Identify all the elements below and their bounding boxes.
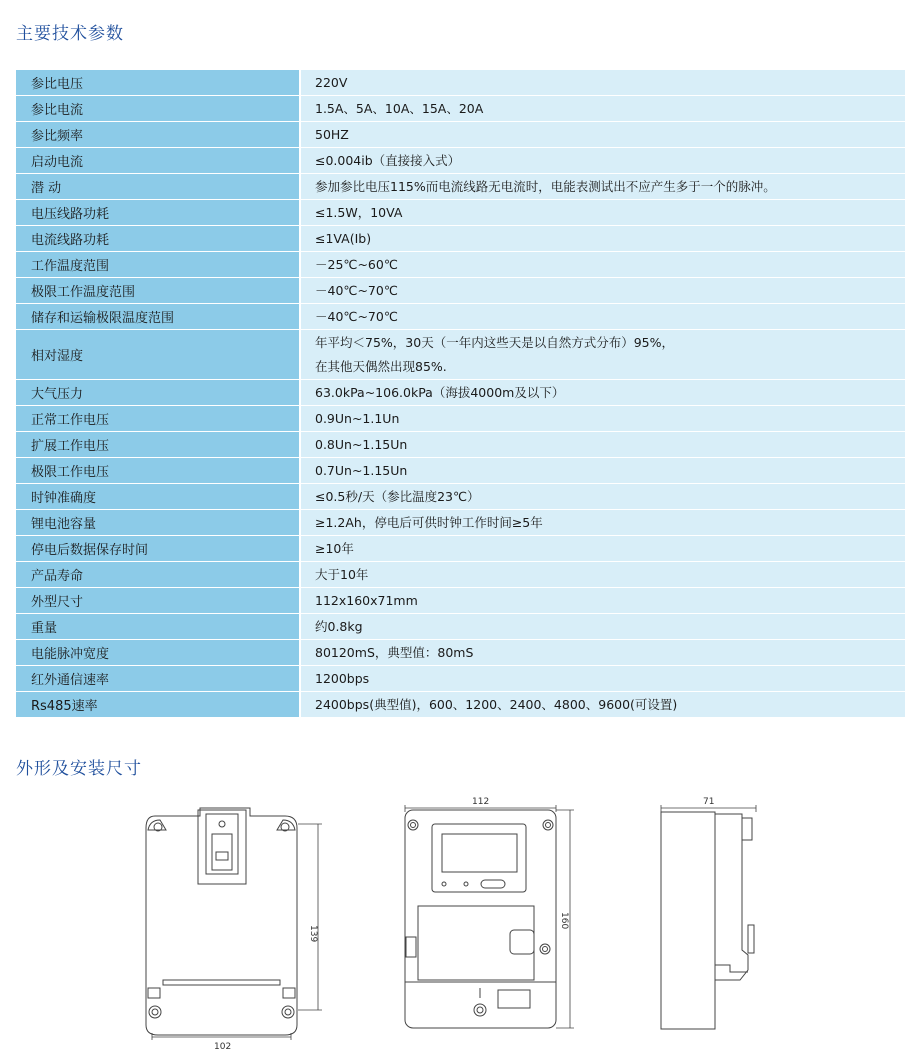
- spec-label: 参比电压: [16, 70, 301, 95]
- spec-value-line: ≥10年: [315, 540, 354, 556]
- spec-row: [16, 614, 905, 640]
- spec-value-line: ≤0.004ib（直接接入式）: [315, 152, 461, 168]
- spec-value-line: 2400bps(典型值)，600、1200、2400、4800、9600(可设置): [315, 696, 678, 712]
- spec-value-line: 约0.8kg: [315, 618, 363, 634]
- spec-label: 电能脉冲宽度: [16, 640, 301, 665]
- spec-value: [301, 458, 905, 483]
- spec-value-line: 大于10年: [315, 566, 369, 582]
- spec-value-line: ≤0.5秒/天（参比温度23℃）: [315, 488, 480, 504]
- spec-row: [16, 562, 905, 588]
- spec-value: [301, 200, 905, 225]
- spec-row: [16, 692, 905, 718]
- spec-label: 储存和运输极限温度范围: [16, 304, 301, 329]
- spec-row: [16, 406, 905, 432]
- spec-label: 工作温度范围: [16, 252, 301, 277]
- spec-row: [16, 510, 905, 536]
- spec-label: Rs485速率: [16, 692, 301, 717]
- front-dimension-lines: [405, 805, 574, 1028]
- spec-value-line: 220V: [315, 74, 348, 90]
- spec-label: 电压线路功耗: [16, 200, 301, 225]
- spec-value: [301, 432, 905, 457]
- spec-value-line: －25℃~60℃: [315, 256, 398, 272]
- spec-label: 红外通信速率: [16, 666, 301, 691]
- spec-label: 停电后数据保存时间: [16, 536, 301, 561]
- spec-value: [301, 510, 905, 535]
- section-title-dimensions: 外形及安装尺寸: [16, 759, 142, 779]
- spec-label: 相对湿度: [16, 330, 301, 379]
- spec-value: [301, 614, 905, 639]
- spec-row: [16, 330, 905, 380]
- spec-row: [16, 432, 905, 458]
- spec-value-line: －40℃~70℃: [315, 308, 398, 324]
- spec-label: 正常工作电压: [16, 406, 301, 431]
- spec-value-line: 在其他天偶然出现85%.: [315, 358, 447, 374]
- spec-value: [301, 330, 905, 379]
- side-view-drawing: [661, 812, 754, 1029]
- front-view-drawing: [405, 810, 556, 1028]
- spec-value: [301, 304, 905, 329]
- spec-row: [16, 640, 905, 666]
- spec-row: [16, 70, 905, 96]
- spec-label: 极限工作温度范围: [16, 278, 301, 303]
- spec-table: [16, 70, 905, 718]
- spec-value-line: 80120mS，典型值：80mS: [315, 644, 474, 660]
- spec-value: [301, 406, 905, 431]
- spec-label: 重量: [16, 614, 301, 639]
- spec-value: [301, 226, 905, 251]
- spec-label: 电流线路功耗: [16, 226, 301, 251]
- spec-value: [301, 252, 905, 277]
- spec-row: [16, 304, 905, 330]
- spec-value: [301, 562, 905, 587]
- front-width-label: 112: [472, 797, 490, 807]
- section-title-specs: 主要技术参数: [16, 24, 124, 44]
- spec-value-line: 1.5A、5A、10A、15A、20A: [315, 100, 484, 116]
- spec-value: [301, 380, 905, 405]
- spec-value: [301, 484, 905, 509]
- spec-label: 极限工作电压: [16, 458, 301, 483]
- spec-value-line: 1200bps: [315, 670, 370, 686]
- spec-label: 参比电流: [16, 96, 301, 121]
- spec-value-line: 0.8Un~1.15Un: [315, 436, 408, 452]
- spec-row: [16, 380, 905, 406]
- spec-value: [301, 666, 905, 691]
- spec-row: [16, 200, 905, 226]
- spec-label: 锂电池容量: [16, 510, 301, 535]
- spec-row: [16, 226, 905, 252]
- spec-row: [16, 278, 905, 304]
- spec-value-line: 63.0kPa~106.0kPa（海拔4000m及以下）: [315, 384, 565, 400]
- spec-value: [301, 148, 905, 173]
- spec-label: 外型尺寸: [16, 588, 301, 613]
- spec-label: 启动电流: [16, 148, 301, 173]
- spec-row: [16, 484, 905, 510]
- spec-value-line: 50HZ: [315, 126, 349, 142]
- spec-row: [16, 588, 905, 614]
- spec-value: [301, 692, 905, 717]
- spec-value: [301, 278, 905, 303]
- spec-value: [301, 122, 905, 147]
- spec-value-line: ≤1.5W，10VA: [315, 204, 403, 220]
- dimension-drawings: [0, 790, 920, 1060]
- spec-value: [301, 174, 905, 199]
- spec-value: [301, 70, 905, 95]
- spec-label: 扩展工作电压: [16, 432, 301, 457]
- back-height-label: 139: [308, 925, 318, 943]
- front-height-label: 160: [559, 912, 569, 930]
- spec-row: [16, 458, 905, 484]
- spec-label: 潜 动: [16, 174, 301, 199]
- spec-row: [16, 252, 905, 278]
- spec-value-line: 参加参比电压115%而电流线路无电流时，电能表测试出不应产生多于一个的脉冲。: [315, 178, 776, 194]
- spec-value: [301, 588, 905, 613]
- dimension-drawings-svg: [0, 790, 920, 1060]
- spec-value-line: －40℃~70℃: [315, 282, 398, 298]
- back-width-label: 102: [214, 1042, 232, 1052]
- spec-row: [16, 96, 905, 122]
- side-depth-label: 71: [703, 797, 715, 807]
- spec-value: [301, 536, 905, 561]
- spec-label: 时钟准确度: [16, 484, 301, 509]
- spec-value: [301, 640, 905, 665]
- spec-row: [16, 174, 905, 200]
- spec-row: [16, 666, 905, 692]
- spec-row: [16, 536, 905, 562]
- spec-value-line: 年平均＜75%，30天（一年内这些天是以自然方式分布）95%，: [315, 334, 674, 350]
- spec-value-line: 0.9Un~1.1Un: [315, 410, 400, 426]
- spec-row: [16, 148, 905, 174]
- spec-value: [301, 96, 905, 121]
- spec-value-line: 0.7Un~1.15Un: [315, 462, 408, 478]
- spec-value-line: 112x160x71mm: [315, 592, 418, 608]
- spec-value-line: ≤1VA(Ib): [315, 230, 372, 246]
- spec-row: [16, 122, 905, 148]
- back-view-drawing: [146, 808, 297, 1035]
- spec-label: 大气压力: [16, 380, 301, 405]
- spec-label: 参比频率: [16, 122, 301, 147]
- spec-label: 产品寿命: [16, 562, 301, 587]
- spec-value-line: ≥1.2Ah，停电后可供时钟工作时间≥5年: [315, 514, 543, 530]
